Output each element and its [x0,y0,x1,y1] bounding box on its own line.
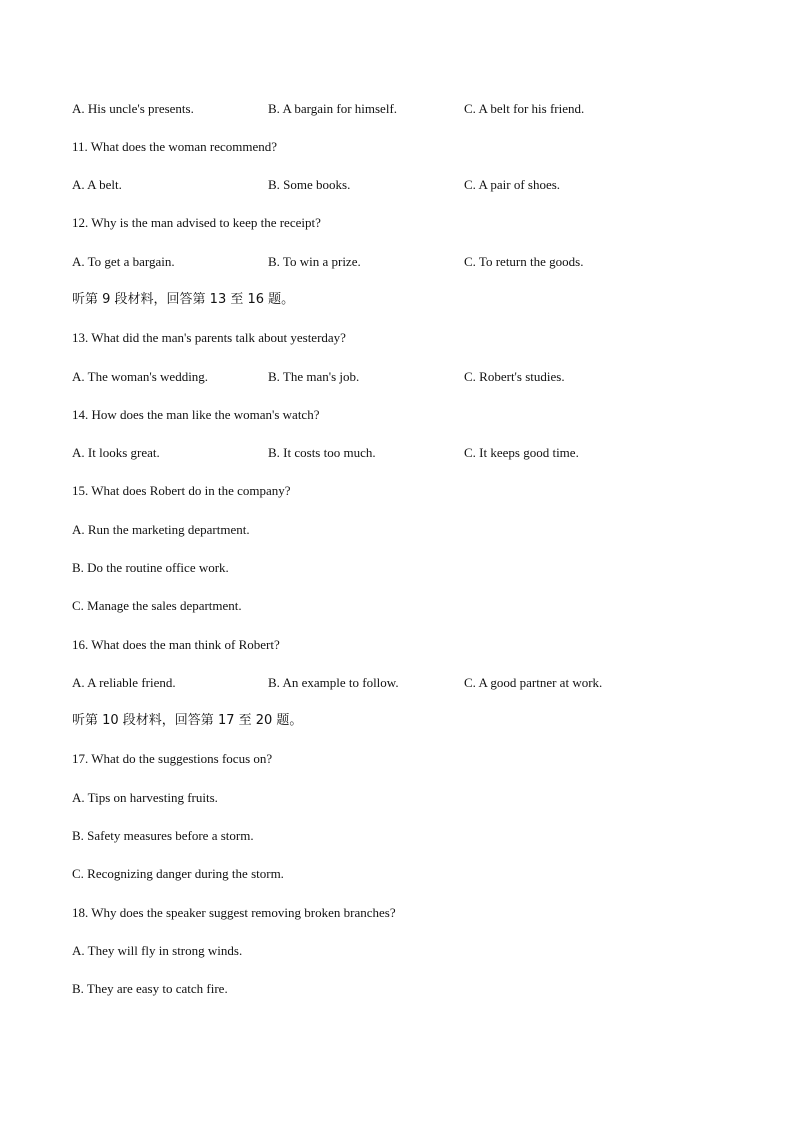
q12-option-c: C. To return the goods. [464,254,584,269]
section-10-heading: 听第 10 段材料，回答第 17 至 20 题。 [72,713,303,728]
q15-option-b: B. Do the routine office work. [72,560,229,575]
q14-option-b: B. It costs too much. [268,445,376,460]
q11-option-a: A. A belt. [72,177,122,192]
q12-option-b: B. To win a prize. [268,254,361,269]
q11-question: 11. What does the woman recommend? [72,139,278,154]
q18-option-b: B. They are easy to catch fire. [72,981,228,996]
q12-question: 12. Why is the man advised to keep the receipt? [72,215,321,230]
q13-question: 13. What did the man's parents talk about yesterday? [72,330,346,345]
q10-options [72,99,732,119]
q14-question: 14. How does the man like the woman's watch? [72,407,320,422]
q15-option-c: C. Manage the sales department. [72,598,242,613]
q14-options [72,443,732,463]
q15-option-a: A. Run the marketing department. [72,522,250,537]
q17-option-b: B. Safety measures before a storm. [72,828,254,843]
q16-question: 16. What does the man think of Robert? [72,637,280,652]
q14-option-c: C. It keeps good time. [464,445,579,460]
q12-option-a: A. To get a bargain. [72,254,175,269]
q12-options [72,252,732,272]
q18-question: 18. Why does the speaker suggest removing broken branches? [72,905,396,920]
q13-options [72,367,732,387]
section-9-heading: 听第 9 段材料，回答第 13 至 16 题。 [72,292,295,307]
q17-option-c: C. Recognizing danger during the storm. [72,866,284,881]
q16-option-a: A. A reliable friend. [72,675,176,690]
q10-option-b: B. A bargain for himself. [268,101,398,116]
q14-option-a: A. It looks great. [72,445,160,460]
q15-question: 15. What does Robert do in the company? [72,483,291,498]
q13-option-a: A. The woman's wedding. [72,369,209,384]
q16-option-c: C. A good partner at work. [464,675,603,690]
q17-question: 17. What do the suggestions focus on? [72,751,273,766]
q16-options [72,673,732,693]
q13-option-c: C. Robert's studies. [464,369,565,384]
q13-option-b: B. The man's job. [268,369,360,384]
q16-option-b: B. An example to follow. [268,675,399,690]
q10-option-c: C. A belt for his friend. [464,101,585,116]
q11-options [72,175,732,195]
q17-option-a: A. Tips on harvesting fruits. [72,790,218,805]
q10-option-a: A. His uncle's presents. [72,101,194,116]
q11-option-c: C. A pair of shoes. [464,177,561,192]
q11-option-b: B. Some books. [268,177,351,192]
q18-option-a: A. They will fly in strong winds. [72,943,243,958]
